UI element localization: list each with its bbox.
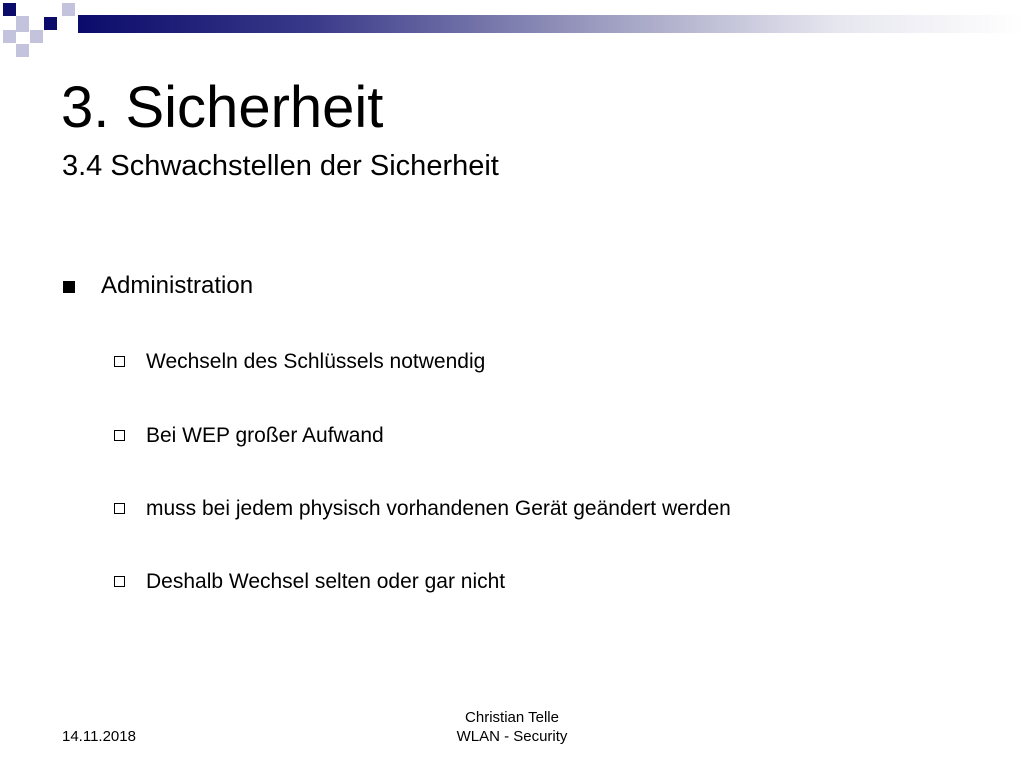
footer-info — [412, 708, 612, 746]
list-item-text: Deshalb Wechsel selten oder gar nicht — [146, 570, 506, 593]
list-item-text: muss bei jedem physisch vorhandenen Gerät geändert werden — [146, 497, 731, 520]
hollow-square-bullet-icon — [114, 576, 125, 587]
header-gradient-bar — [78, 15, 1024, 33]
deco-square — [30, 30, 43, 43]
list-item — [114, 567, 914, 597]
footer-author: Christian Telle — [465, 709, 559, 726]
slide-subtitle: 3.4 Schwachstellen der Sicherheit — [62, 150, 499, 182]
hollow-square-bullet-icon — [114, 356, 125, 367]
deco-square — [16, 16, 29, 32]
deco-square — [62, 3, 75, 16]
list-item-text: Bei WEP großer Aufwand — [146, 424, 384, 447]
list-item — [114, 347, 914, 377]
footer-date: 14.11.2018 — [62, 728, 136, 745]
slide-title: 3. Sicherheit — [61, 75, 384, 140]
bullet-text: Administration — [101, 272, 254, 299]
list-item-text: Wechseln des Schlüssels notwendig — [146, 350, 486, 373]
deco-square — [16, 44, 29, 57]
hollow-square-bullet-icon — [114, 430, 125, 441]
list-item — [114, 421, 914, 451]
deco-square — [3, 3, 16, 16]
square-bullet-icon — [63, 281, 75, 293]
footer-topic: WLAN - Security — [456, 728, 568, 745]
list-item — [114, 494, 914, 524]
deco-square — [3, 30, 16, 43]
slide-decoration — [0, 0, 1024, 64]
hollow-square-bullet-icon — [114, 503, 125, 514]
deco-square — [44, 17, 57, 30]
